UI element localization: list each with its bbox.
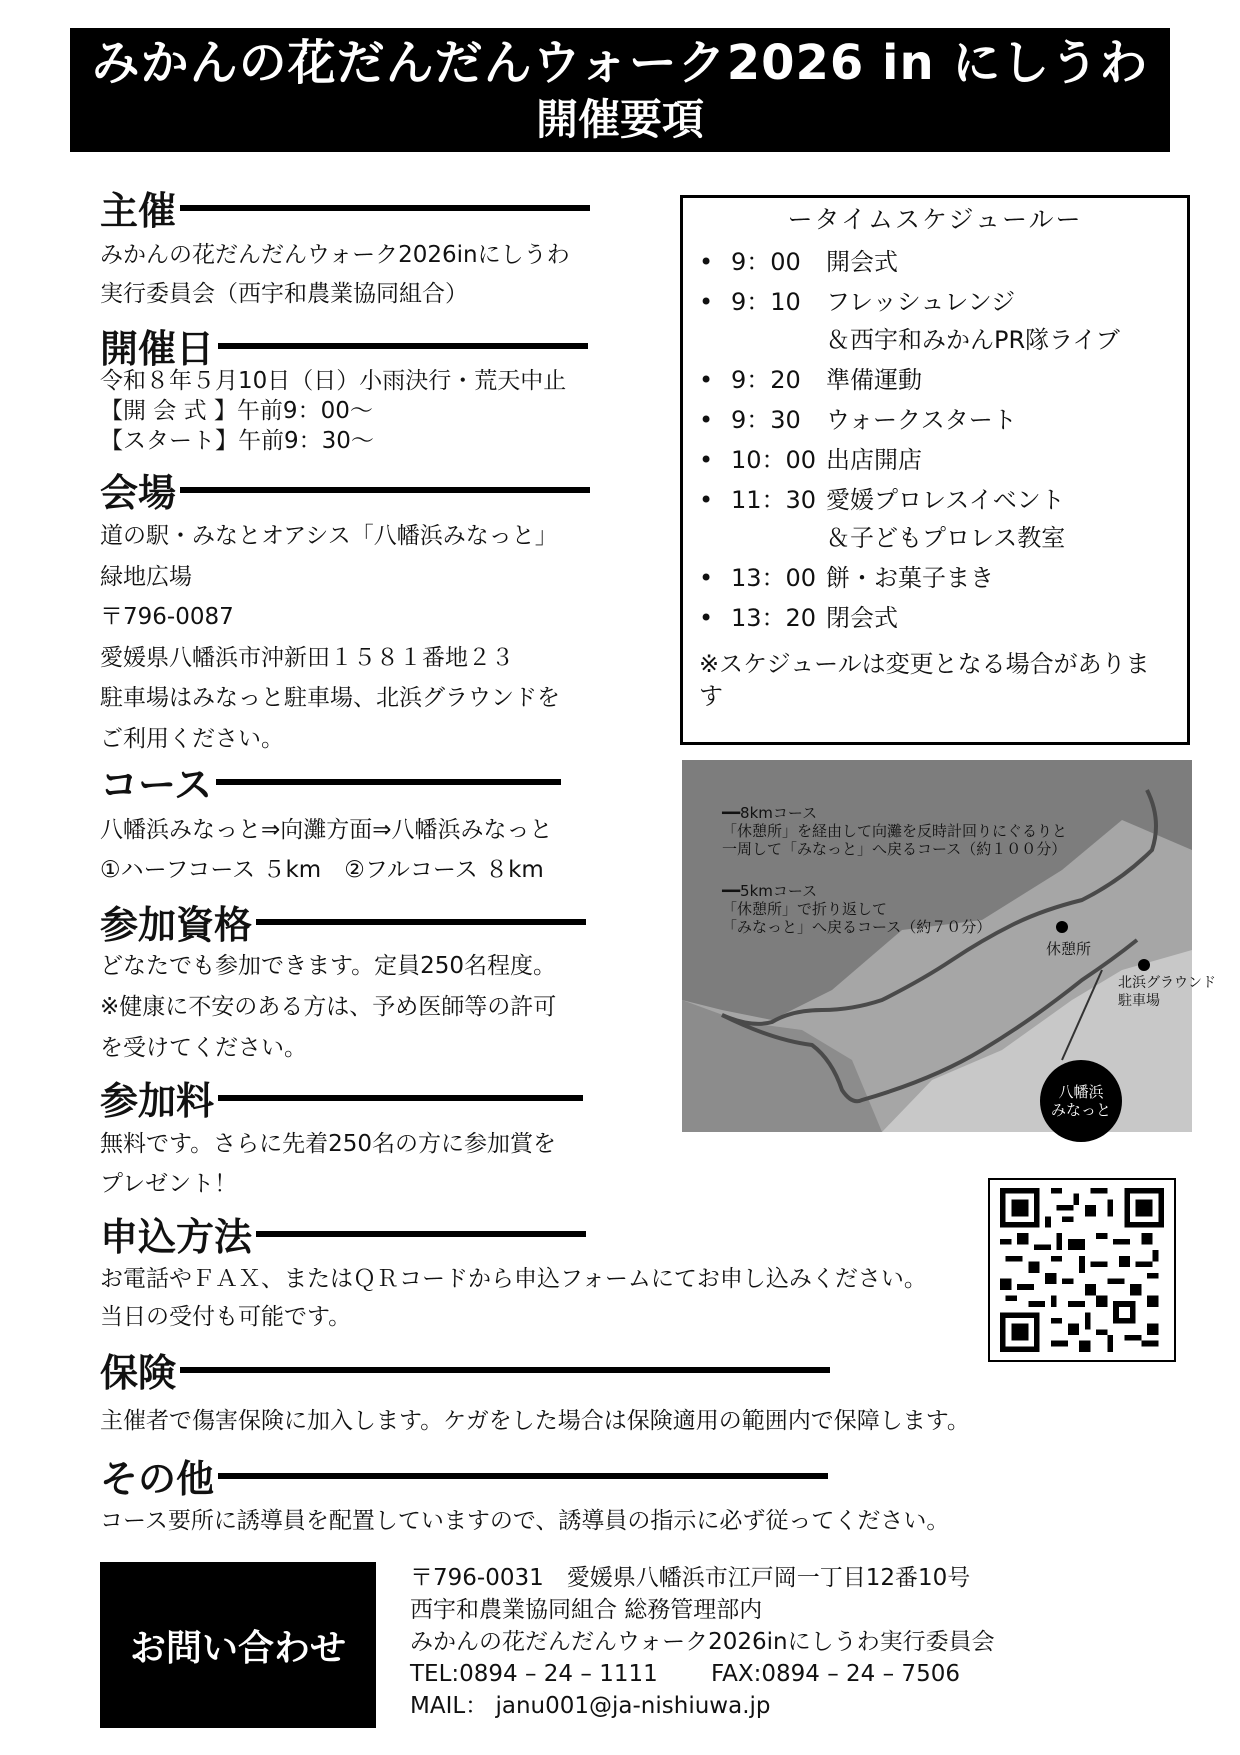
schedule-event: 閉会式 [826, 604, 898, 632]
other-text [100, 1502, 949, 1541]
legend-8km-line: 一周して「みなっと」へ戻るコース（約１００分） [722, 840, 1067, 858]
text-line: 無料です。さらに先着250名の方に参加賞を [100, 1131, 557, 1157]
schedule-event: ウォークスタート [826, 406, 1017, 434]
schedule-item [699, 242, 1187, 282]
schedule-event-cont: ＆子どもプロレス教室 [826, 524, 1066, 552]
text-line: 実行委員会（西宇和農業協同組合） [100, 281, 468, 307]
contact-address: 〒796-0031 愛媛県八幡浜市江戸岡一丁目12番10号 [410, 1565, 971, 1591]
contact-department: 西宇和農業協同組合 総務管理部内 [410, 1597, 763, 1623]
organizer-text [100, 236, 570, 314]
schedule-event: フレッシュレンジ [826, 288, 1016, 316]
text-line: 緑地広場 [100, 563, 192, 590]
section-heading-date [100, 318, 588, 373]
heading-text: コース [100, 763, 213, 807]
bullet: • [699, 288, 714, 316]
rest-area-label: 休憩所 [1046, 940, 1092, 958]
course-map [682, 760, 1216, 1132]
text-line: コース要所に誘導員を配置していますので、誘導員の指示に必ず従ってください。 [100, 1508, 950, 1534]
contact-label-box [100, 1562, 376, 1728]
section-heading-course [100, 754, 561, 809]
text-line: を受けてください。 [100, 1035, 307, 1061]
title-banner [70, 28, 1170, 152]
text-line: 【スタート】午前9：30～ [100, 428, 374, 454]
text-line: 当日の受付も可能です。 [100, 1304, 352, 1330]
schedule-time: 13：00 [731, 564, 817, 592]
schedule-time: 9：30 [731, 406, 801, 434]
schedule-item [699, 400, 1187, 440]
heading-text: 保険 [100, 1351, 177, 1395]
minatto-label: 八幡浜 [1058, 1083, 1104, 1101]
bullet: • [699, 446, 714, 474]
eligibility-text [100, 946, 556, 1069]
bullet: • [699, 366, 714, 394]
legend-8km-title: ━━8kmコース [722, 804, 818, 822]
heading-text: その他 [100, 1457, 215, 1501]
heading-rule [256, 919, 586, 925]
fee-text [100, 1124, 556, 1204]
schedule-item [699, 282, 1187, 322]
bullet: • [699, 248, 714, 276]
course-text [100, 810, 553, 890]
text-line: お電話やＦＡＸ、またはＱＲコードから申込フォームにてお申し込みください。 [100, 1266, 927, 1292]
heading-text: 参加資格 [100, 903, 253, 947]
contact-committee: みかんの花だんだんウォーク2026inにしうわ実行委員会 [410, 1629, 995, 1655]
heading-rule [218, 1473, 828, 1479]
schedule-event: 開会式 [826, 248, 898, 276]
insurance-text [100, 1402, 970, 1441]
time-schedule-box [680, 195, 1190, 745]
schedule-time: 11：30 [731, 486, 817, 514]
contact-info [410, 1562, 995, 1722]
ground-label: 北浜グラウンド [1118, 975, 1216, 991]
bullet: • [699, 406, 714, 434]
application-text [100, 1260, 927, 1336]
section-heading-organizer [100, 180, 590, 235]
minatto-marker [1040, 1060, 1122, 1142]
schedule-time: 9：10 [731, 288, 801, 316]
heading-text: 開催日 [100, 327, 215, 371]
section-heading-fee [100, 1070, 583, 1125]
heading-rule [180, 487, 590, 493]
schedule-time: 9：20 [731, 366, 801, 394]
heading-text: 会場 [100, 471, 177, 515]
text-line: 愛媛県八幡浜市沖新田１５８１番地２３ [100, 644, 514, 671]
schedule-item [699, 558, 1187, 598]
event-title: みかんの花だんだんウォーク2026 in にしうわ [91, 35, 1149, 91]
heading-rule [180, 1367, 830, 1373]
schedule-item [699, 598, 1187, 638]
section-heading-other [100, 1448, 828, 1503]
section-heading-venue [100, 462, 590, 517]
venue-text [100, 516, 560, 759]
section-heading-insurance [100, 1342, 830, 1397]
text-line: 八幡浜みなっと⇒向灘方面⇒八幡浜みなっと [100, 817, 553, 843]
schedule-note: ※スケジュールは変更となる場合があります [699, 650, 1150, 710]
contact-label: お問い合わせ [129, 1627, 346, 1669]
section-heading-eligibility [100, 894, 586, 949]
text-line: 駐車場はみなっと駐車場、北浜グラウンドを [100, 685, 560, 711]
schedule-item [699, 480, 1187, 520]
schedule-title: ータイムスケジュールー [787, 205, 1083, 234]
text-line: どなたでも参加できます。定員250名程度。 [100, 953, 557, 979]
text-line: 令和８年５月10日（日）小雨決行・荒天中止 [100, 368, 567, 394]
heading-rule [216, 779, 561, 785]
heading-text: 申込方法 [100, 1215, 253, 1259]
text-line: ご利用ください。 [100, 725, 284, 752]
qr-code[interactable] [988, 1178, 1176, 1362]
text-line: 〒796-0087 [100, 604, 234, 630]
heading-text: 参加料 [100, 1079, 215, 1123]
bullet: • [699, 486, 714, 514]
heading-rule [218, 1095, 583, 1101]
qr-code-image [998, 1188, 1166, 1352]
heading-rule [256, 1231, 586, 1237]
heading-text: 主催 [100, 189, 177, 233]
legend-5km-line: 「みなっと」へ戻るコース（約７０分） [722, 918, 992, 936]
ground-label: 駐車場 [1118, 993, 1160, 1009]
schedule-event: 餅・お菓子まき [826, 564, 994, 592]
text-line: プレゼント！ [100, 1171, 238, 1197]
date-text [100, 366, 566, 456]
schedule-event: 出店開店 [826, 446, 922, 474]
schedule-time: 13：20 [731, 604, 817, 632]
text-line: 道の駅・みなとオアシス「八幡浜みなっと」 [100, 523, 558, 549]
schedule-event: 愛媛プロレスイベント [826, 486, 1065, 514]
text-line: ※健康に不安のある方は、予め医師等の許可 [100, 994, 557, 1020]
legend-5km-title: ━━5kmコース [722, 882, 818, 900]
text-line: みかんの花だんだんウォーク2026inにしうわ [100, 242, 570, 268]
bullet: • [699, 564, 714, 592]
text-line: 主催者で傷害保険に加入します。ケガをした場合は保険適用の範囲内で保障します。 [100, 1408, 970, 1434]
text-line: ①ハーフコース ５km ②フルコース ８km [100, 857, 544, 883]
schedule-event-cont: ＆西宇和みかんPR隊ライブ [826, 326, 1120, 354]
schedule-item [699, 440, 1187, 480]
text-line: 【開 会 式 】午前9：00～ [100, 398, 373, 424]
contact-email[interactable]: MAIL： janu001@ja-nishiuwa.jp [410, 1693, 771, 1719]
minatto-label: みなっと [1050, 1101, 1111, 1119]
heading-rule [180, 205, 590, 211]
heading-rule [218, 343, 588, 349]
schedule-item [699, 360, 1187, 400]
section-heading-application [100, 1206, 586, 1261]
bullet: • [699, 604, 714, 632]
schedule-time: 9：00 [731, 248, 801, 276]
schedule-event: 準備運動 [826, 366, 922, 394]
schedule-time: 10：00 [731, 446, 817, 474]
legend-8km-line: 「休憩所」を経由して向灘を反時計回りにぐるりと [722, 822, 1068, 840]
contact-phone-fax[interactable]: TEL:0894 – 24 – 1111 FAX:0894 – 24 – 7506 [410, 1661, 960, 1687]
legend-5km-line: 「休憩所」で折り返して [722, 900, 888, 918]
event-subtitle: 開催要項 [535, 95, 704, 144]
